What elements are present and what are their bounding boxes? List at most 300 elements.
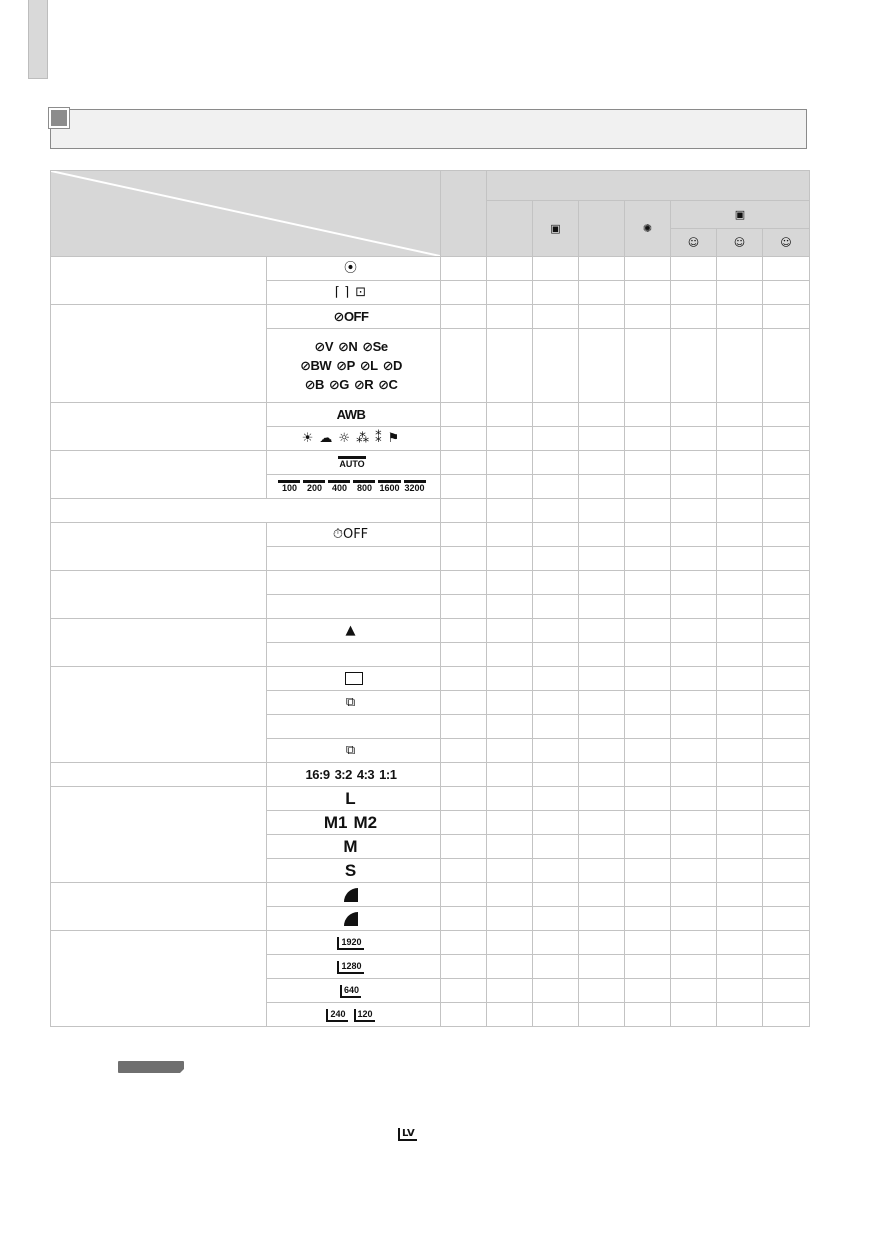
availability-cell <box>717 281 763 305</box>
availability-cell <box>441 451 487 475</box>
availability-cell <box>625 931 671 955</box>
availability-cell <box>763 427 810 451</box>
availability-cell <box>487 667 533 691</box>
availability-cell <box>487 787 533 811</box>
availability-cell <box>763 691 810 715</box>
setting-icon: ⁑ <box>375 431 382 446</box>
availability-cell <box>533 691 579 715</box>
availability-cell <box>579 305 625 329</box>
availability-cell <box>487 907 533 931</box>
setting-icon: 1920 <box>337 937 363 950</box>
availability-cell <box>671 1003 717 1027</box>
availability-cell <box>717 691 763 715</box>
availability-cell <box>579 451 625 475</box>
availability-cell <box>671 667 717 691</box>
availability-cell <box>671 859 717 883</box>
availability-cell <box>579 595 625 619</box>
availability-cell <box>441 427 487 451</box>
availability-cell <box>717 931 763 955</box>
setting-icon: M1 <box>323 812 348 832</box>
availability-cell <box>763 835 810 859</box>
availability-cell <box>717 883 763 907</box>
lv-bracketing-icon: LV <box>398 1128 417 1139</box>
page-tab <box>28 0 48 79</box>
availability-cell <box>441 499 487 523</box>
setting-icon: ⏱OFF <box>332 527 369 542</box>
setting-icon: ⧉ <box>345 743 356 758</box>
availability-cell <box>625 691 671 715</box>
setting-icon: ⊘BW <box>300 357 332 373</box>
availability-cell <box>487 427 533 451</box>
setting-icon: 16:9 <box>305 767 330 782</box>
availability-cell <box>763 859 810 883</box>
availability-cell <box>671 499 717 523</box>
availability-cell <box>671 451 717 475</box>
setting-icons-cell <box>267 451 441 475</box>
availability-cell <box>717 547 763 571</box>
availability-cell <box>717 571 763 595</box>
availability-cell <box>671 979 717 1003</box>
setting-icon: L <box>345 788 356 808</box>
camera-burst-icon: ▣ <box>533 201 579 257</box>
table-row <box>51 667 810 691</box>
table-row <box>51 571 810 595</box>
availability-cell <box>717 619 763 643</box>
setting-icon: ⊘N <box>338 338 358 354</box>
table-row <box>51 451 810 475</box>
availability-cell <box>579 907 625 931</box>
availability-cell <box>763 305 810 329</box>
availability-cell <box>763 403 810 427</box>
availability-cell <box>533 715 579 739</box>
function-label <box>51 499 441 523</box>
availability-cell <box>579 955 625 979</box>
availability-cell <box>533 763 579 787</box>
availability-cell <box>671 281 717 305</box>
availability-cell <box>717 763 763 787</box>
setting-icon: 640 <box>340 985 361 998</box>
availability-cell <box>763 451 810 475</box>
setting-icons-cell <box>267 691 441 715</box>
availability-cell <box>763 595 810 619</box>
availability-cell <box>625 403 671 427</box>
availability-cell <box>717 499 763 523</box>
availability-cell <box>763 979 810 1003</box>
self-timer-smile-icon: ☺ <box>671 229 717 257</box>
setting-icon: ⊘C <box>378 376 398 392</box>
availability-cell <box>625 787 671 811</box>
setting-icons-cell <box>267 1003 441 1027</box>
availability-cell <box>487 305 533 329</box>
availability-cell <box>579 715 625 739</box>
self-timer-wink-icon: ☺ <box>717 229 763 257</box>
setting-icons-cell <box>267 643 441 667</box>
availability-cell <box>579 547 625 571</box>
availability-cell <box>487 979 533 1003</box>
availability-cell <box>533 547 579 571</box>
setting-icon: ⊘B <box>304 376 324 392</box>
table-row <box>51 787 810 811</box>
availability-cell <box>717 979 763 1003</box>
function-label <box>51 787 267 883</box>
availability-cell <box>533 403 579 427</box>
availability-cell <box>441 281 487 305</box>
setting-icons-cell <box>267 979 441 1003</box>
availability-cell <box>671 955 717 979</box>
setting-icons-cell <box>267 835 441 859</box>
availability-cell <box>625 859 671 883</box>
availability-cell <box>533 281 579 305</box>
setting-icon: ⊘R <box>353 376 374 392</box>
availability-cell <box>441 329 487 403</box>
availability-cell <box>487 475 533 499</box>
setting-icons-cell <box>267 667 441 691</box>
availability-cell <box>579 763 625 787</box>
availability-cell <box>441 643 487 667</box>
availability-cell <box>717 305 763 329</box>
availability-cell <box>487 739 533 763</box>
availability-cell <box>533 499 579 523</box>
availability-cell <box>441 979 487 1003</box>
availability-cell <box>533 427 579 451</box>
setting-icons-cell <box>267 883 441 907</box>
availability-cell <box>625 547 671 571</box>
setting-icon: 1280 <box>337 961 363 974</box>
availability-cell <box>763 763 810 787</box>
availability-cell <box>441 787 487 811</box>
availability-cell <box>579 667 625 691</box>
setting-icon: 400 <box>328 480 350 493</box>
availability-cell <box>671 523 717 547</box>
setting-icon: ☁ <box>319 431 333 446</box>
setting-icon: 200 <box>303 480 325 493</box>
availability-cell <box>625 955 671 979</box>
availability-cell <box>717 523 763 547</box>
availability-cell <box>579 739 625 763</box>
function-label <box>51 305 267 403</box>
availability-cell <box>671 547 717 571</box>
availability-cell <box>671 305 717 329</box>
function-availability-table <box>50 170 810 1027</box>
setting-icon: S <box>344 860 357 880</box>
header-diagonal <box>51 171 440 256</box>
availability-cell <box>441 571 487 595</box>
availability-cell <box>717 739 763 763</box>
setting-icons-cell <box>267 547 441 571</box>
function-label <box>51 523 267 571</box>
availability-cell <box>717 859 763 883</box>
availability-cell <box>533 979 579 1003</box>
function-label <box>51 619 267 667</box>
table-row <box>51 931 810 955</box>
setting-icon: 240 <box>326 1009 347 1022</box>
availability-cell <box>671 619 717 643</box>
self-timer-face-icon: ☺ <box>763 229 810 257</box>
availability-cell <box>441 257 487 281</box>
availability-cell <box>487 763 533 787</box>
availability-cell <box>441 523 487 547</box>
availability-cell <box>533 859 579 883</box>
setting-icon: 1600 <box>378 480 400 493</box>
setting-icons-cell <box>267 571 441 595</box>
function-label <box>51 257 267 305</box>
setting-icon: ⊘G <box>328 376 349 392</box>
availability-cell <box>487 547 533 571</box>
setting-icon: M <box>343 836 358 856</box>
availability-cell <box>579 403 625 427</box>
setting-icon: M2 <box>353 812 378 832</box>
availability-cell <box>671 715 717 739</box>
availability-cell <box>533 787 579 811</box>
availability-cell <box>625 1003 671 1027</box>
availability-cell <box>533 811 579 835</box>
availability-cell <box>763 883 810 907</box>
availability-cell <box>717 811 763 835</box>
setting-icon: ⊘Se <box>362 338 388 354</box>
availability-cell <box>579 571 625 595</box>
setting-icons-cell <box>267 955 441 979</box>
availability-cell <box>533 475 579 499</box>
header-mode-1 <box>487 201 533 257</box>
header-shooting-modes <box>487 171 810 201</box>
availability-cell <box>533 667 579 691</box>
setting-icon: ⁂ <box>356 431 370 446</box>
availability-cell <box>487 811 533 835</box>
setting-icons-cell <box>267 427 441 451</box>
header-mode-3 <box>579 201 625 257</box>
availability-cell <box>533 955 579 979</box>
availability-cell <box>441 835 487 859</box>
availability-cell <box>671 811 717 835</box>
availability-cell <box>763 475 810 499</box>
availability-cell <box>671 595 717 619</box>
header-corner <box>51 171 441 257</box>
availability-cell <box>487 257 533 281</box>
availability-cell <box>671 691 717 715</box>
availability-cell <box>441 931 487 955</box>
table-row <box>51 619 810 643</box>
availability-cell <box>763 523 810 547</box>
availability-cell <box>717 643 763 667</box>
availability-cell <box>763 499 810 523</box>
availability-cell <box>625 667 671 691</box>
setting-icons-cell <box>267 257 441 281</box>
availability-cell <box>671 257 717 281</box>
table-row <box>51 499 810 523</box>
availability-cell <box>441 475 487 499</box>
availability-cell <box>487 451 533 475</box>
availability-cell <box>441 619 487 643</box>
availability-cell <box>579 281 625 305</box>
availability-cell <box>625 979 671 1003</box>
availability-cell <box>487 595 533 619</box>
icon-line <box>267 377 440 393</box>
function-label <box>51 451 267 499</box>
availability-cell <box>671 571 717 595</box>
function-label <box>51 403 267 451</box>
availability-cell <box>625 835 671 859</box>
availability-cell <box>579 643 625 667</box>
setting-icon: ⊘OFF <box>333 308 369 324</box>
setting-icons-cell <box>267 859 441 883</box>
section-title-bar <box>50 109 807 149</box>
availability-cell <box>763 329 810 403</box>
setting-icons-cell <box>267 907 441 931</box>
setting-icons-cell <box>267 931 441 955</box>
setting-icons-cell <box>267 523 441 547</box>
availability-cell <box>533 305 579 329</box>
availability-cell <box>579 427 625 451</box>
availability-cell <box>763 281 810 305</box>
availability-cell <box>579 787 625 811</box>
function-label <box>51 931 267 1027</box>
setting-icon: 120 <box>354 1009 375 1022</box>
availability-cell <box>625 739 671 763</box>
availability-cell <box>579 329 625 403</box>
availability-cell <box>487 859 533 883</box>
availability-cell <box>763 907 810 931</box>
availability-cell <box>487 955 533 979</box>
setting-icon <box>344 888 358 902</box>
availability-cell <box>625 619 671 643</box>
availability-cell <box>533 931 579 955</box>
fireworks-icon: ✺ <box>625 201 671 257</box>
availability-cell <box>717 835 763 859</box>
availability-cell <box>441 691 487 715</box>
availability-cell <box>533 643 579 667</box>
setting-icons-cell <box>267 475 441 499</box>
availability-cell <box>487 329 533 403</box>
availability-cell <box>487 643 533 667</box>
availability-cell <box>671 787 717 811</box>
availability-cell <box>625 475 671 499</box>
availability-cell <box>763 619 810 643</box>
availability-cell <box>487 403 533 427</box>
availability-cell <box>441 763 487 787</box>
availability-cell <box>487 715 533 739</box>
availability-cell <box>625 257 671 281</box>
availability-cell <box>533 451 579 475</box>
setting-icons-cell <box>267 281 441 305</box>
setting-icons-cell <box>267 787 441 811</box>
availability-cell <box>441 305 487 329</box>
availability-cell <box>533 835 579 859</box>
setting-icon: ⊘V <box>314 338 333 354</box>
availability-cell <box>579 1003 625 1027</box>
availability-cell <box>625 329 671 403</box>
availability-cell <box>671 883 717 907</box>
availability-cell <box>533 883 579 907</box>
availability-cell <box>671 931 717 955</box>
setting-icon: AWB <box>336 407 366 422</box>
availability-cell <box>625 595 671 619</box>
table-row <box>51 257 810 281</box>
face-self-timer-mode-icon: ▣ <box>671 201 810 229</box>
availability-cell <box>625 811 671 835</box>
availability-cell <box>625 715 671 739</box>
setting-icons-cell <box>267 811 441 835</box>
table-row <box>51 403 810 427</box>
availability-cell <box>579 499 625 523</box>
setting-icon: ⊘P <box>336 357 355 373</box>
availability-cell <box>487 883 533 907</box>
setting-icon: ☼ <box>338 431 351 446</box>
availability-cell <box>487 523 533 547</box>
availability-cell <box>579 835 625 859</box>
availability-cell <box>487 499 533 523</box>
availability-cell <box>579 523 625 547</box>
availability-cell <box>717 787 763 811</box>
availability-cell <box>625 907 671 931</box>
setting-icon: ⊘D <box>382 357 402 373</box>
setting-icon <box>344 912 358 926</box>
availability-cell <box>533 571 579 595</box>
availability-cell <box>625 427 671 451</box>
availability-cell <box>441 715 487 739</box>
setting-icons-cell <box>267 763 441 787</box>
availability-cell <box>441 403 487 427</box>
availability-cell <box>671 403 717 427</box>
availability-cell <box>625 883 671 907</box>
table-row <box>51 763 810 787</box>
section-marker <box>49 108 69 128</box>
availability-cell <box>763 955 810 979</box>
availability-cell <box>763 257 810 281</box>
availability-cell <box>441 667 487 691</box>
availability-cell <box>763 739 810 763</box>
availability-cell <box>441 739 487 763</box>
setting-icon: 1:1 <box>379 767 397 782</box>
availability-cell <box>717 667 763 691</box>
availability-cell <box>671 835 717 859</box>
availability-cell <box>579 931 625 955</box>
setting-icons-cell <box>267 403 441 427</box>
availability-cell <box>487 835 533 859</box>
availability-cell <box>579 811 625 835</box>
availability-cell <box>625 523 671 547</box>
availability-cell <box>487 281 533 305</box>
setting-icon <box>345 672 363 685</box>
function-label <box>51 883 267 931</box>
setting-icons-cell <box>267 595 441 619</box>
icon-line <box>267 339 440 355</box>
availability-cell <box>717 907 763 931</box>
setting-icon: ⚑ <box>387 431 400 446</box>
setting-icon: ⊡ <box>355 285 367 300</box>
availability-cell <box>763 715 810 739</box>
header-col-blank <box>441 171 487 257</box>
setting-icons-cell <box>267 715 441 739</box>
availability-cell <box>441 883 487 907</box>
setting-icons-cell <box>267 739 441 763</box>
availability-cell <box>717 329 763 403</box>
setting-icon: 800 <box>353 480 375 493</box>
availability-cell <box>579 979 625 1003</box>
availability-cell <box>671 763 717 787</box>
availability-cell <box>717 1003 763 1027</box>
availability-cell <box>671 475 717 499</box>
availability-cell <box>579 619 625 643</box>
availability-cell <box>533 595 579 619</box>
availability-cell <box>671 329 717 403</box>
availability-cell <box>625 643 671 667</box>
availability-cell <box>671 643 717 667</box>
availability-cell <box>533 1003 579 1027</box>
availability-cell <box>625 451 671 475</box>
availability-cell <box>671 427 717 451</box>
setting-icon: ▲ <box>345 623 356 638</box>
availability-cell <box>625 499 671 523</box>
